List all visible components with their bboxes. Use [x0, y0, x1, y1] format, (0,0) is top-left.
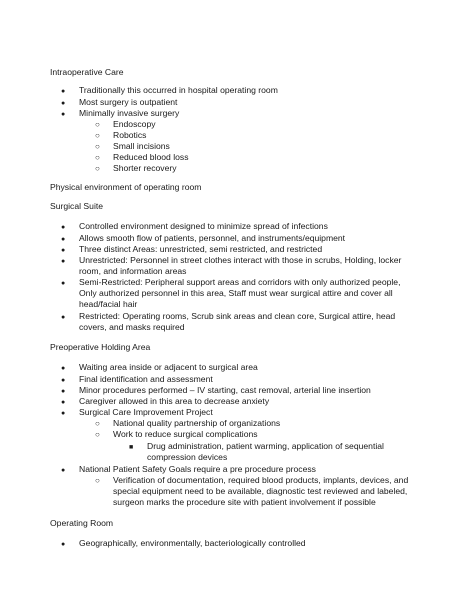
section-heading-surgical-suite: Surgical Suite	[50, 201, 104, 211]
bullet-marker: ●	[61, 541, 66, 548]
list-item	[61, 97, 413, 108]
bullet-marker: ●	[61, 247, 66, 254]
sub-list-item	[95, 152, 413, 163]
circle-marker: ○	[95, 142, 100, 151]
list-item-text: Most surgery is outpatient	[79, 97, 178, 107]
list-item	[61, 385, 413, 396]
sub-list-item	[95, 475, 413, 508]
sub-sub-list-item	[129, 441, 413, 463]
sub-list-item	[95, 119, 413, 130]
sub-list-item	[95, 418, 413, 429]
sub-sub-list-item-text: Drug administration, patient warming, application of sequential compression devices	[147, 441, 384, 462]
sub-list-item	[95, 429, 413, 440]
sub-list-item-text: Work to reduce surgical complications	[113, 429, 258, 439]
sub-list-item-text: Small incisions	[113, 141, 170, 151]
circle-marker: ○	[95, 153, 100, 162]
circle-marker: ○	[95, 164, 100, 173]
list-item	[61, 464, 413, 475]
list-item	[61, 221, 413, 232]
list-item	[61, 311, 413, 333]
bullet-marker: ●	[61, 280, 66, 287]
circle-marker: ○	[95, 131, 100, 140]
list-item	[61, 407, 413, 418]
list-item	[61, 277, 413, 310]
bullet-marker: ●	[61, 399, 66, 406]
bullet-marker: ●	[61, 100, 66, 107]
sub-list-item-text: National quality partnership of organizations	[113, 418, 281, 428]
list-item	[61, 108, 413, 119]
circle-marker: ○	[95, 120, 100, 129]
bullet-marker: ●	[61, 388, 66, 395]
list-item-text: Restricted: Operating rooms, Scrub sink areas and clean core, Surgical attire, head covers, and masks required	[79, 311, 396, 332]
sub-list-item-text: Endoscopy	[113, 119, 156, 129]
list-item	[61, 396, 413, 407]
bullet-marker: ●	[61, 377, 66, 384]
list-item	[61, 374, 413, 385]
bullet-marker: ●	[61, 410, 66, 417]
circle-marker: ○	[95, 430, 100, 439]
list-item	[61, 85, 413, 96]
sub-list-item-text: Verification of documentation, required blood products, implants, devices, and special equipment need to be available, diagnostic test reviewed and labeled, surgeon marks the procedure site with patient involvement if possible	[113, 475, 409, 507]
sub-list-item-text: Shorter recovery	[113, 163, 177, 173]
bullet-marker: ●	[61, 236, 66, 243]
bullet-marker: ●	[61, 365, 66, 372]
list-item	[61, 538, 413, 549]
list-item-text: Unrestricted: Personnel in street clothes interact with those in scrubs, Holding, locker room, and information areas	[79, 255, 402, 276]
bullet-marker: ●	[61, 314, 66, 321]
section-heading-intraoperative-care: Intraoperative Care	[50, 67, 124, 77]
sub-list-item	[95, 141, 413, 152]
circle-marker: ○	[95, 476, 100, 485]
bullet-marker: ●	[61, 258, 66, 265]
list-item	[61, 244, 413, 255]
list-item	[61, 233, 413, 244]
section-heading-operating-room: Operating Room	[50, 518, 114, 528]
list-item-text: Waiting area inside or adjacent to surgical area	[79, 362, 258, 372]
list-item-text: Final identification and assessment	[79, 374, 213, 384]
section-heading-physical-environment: Physical environment of operating room	[50, 182, 202, 192]
list-item-text: Controlled environment designed to minimize spread of infections	[79, 221, 328, 231]
sub-list-item-text: Robotics	[113, 130, 147, 140]
sub-list-item-text: Reduced blood loss	[113, 152, 189, 162]
sub-list-item	[95, 163, 413, 174]
square-marker: ■	[129, 444, 134, 451]
list-item-text: Caregiver allowed in this area to decrease anxiety	[79, 396, 270, 406]
bullet-marker: ●	[61, 224, 66, 231]
list-item-text: National Patient Safety Goals require a pre procedure process	[79, 464, 316, 474]
list-item-text: Semi-Restricted: Peripheral support areas and corridors with only authorized people, Only authorized personnel in this area, Staff must wear surgical attire and cover all head/facial hair	[79, 277, 401, 309]
list-item-text: Three distinct Areas: unrestricted, semi restricted, and restricted	[79, 244, 323, 254]
list-item-text: Surgical Care Improvement Project	[79, 407, 213, 417]
list-item-text: Allows smooth flow of patients, personnel, and instruments/equipment	[79, 233, 346, 243]
bullet-marker: ●	[61, 111, 66, 118]
list-item-text: Geographically, environmentally, bacteriologically controlled	[79, 538, 306, 548]
section-heading-preoperative-holding-area: Preoperative Holding Area	[50, 342, 151, 352]
list-item-text: Traditionally this occurred in hospital operating room	[79, 85, 278, 95]
list-item-text: Minor procedures performed – IV starting, cast removal, arterial line insertion	[79, 385, 371, 395]
bullet-marker: ●	[61, 88, 66, 95]
bullet-marker: ●	[61, 467, 66, 474]
list-item	[61, 255, 413, 277]
list-item-text: Minimally invasive surgery	[79, 108, 180, 118]
list-item	[61, 362, 413, 373]
sub-list-item	[95, 130, 413, 141]
circle-marker: ○	[95, 419, 100, 428]
